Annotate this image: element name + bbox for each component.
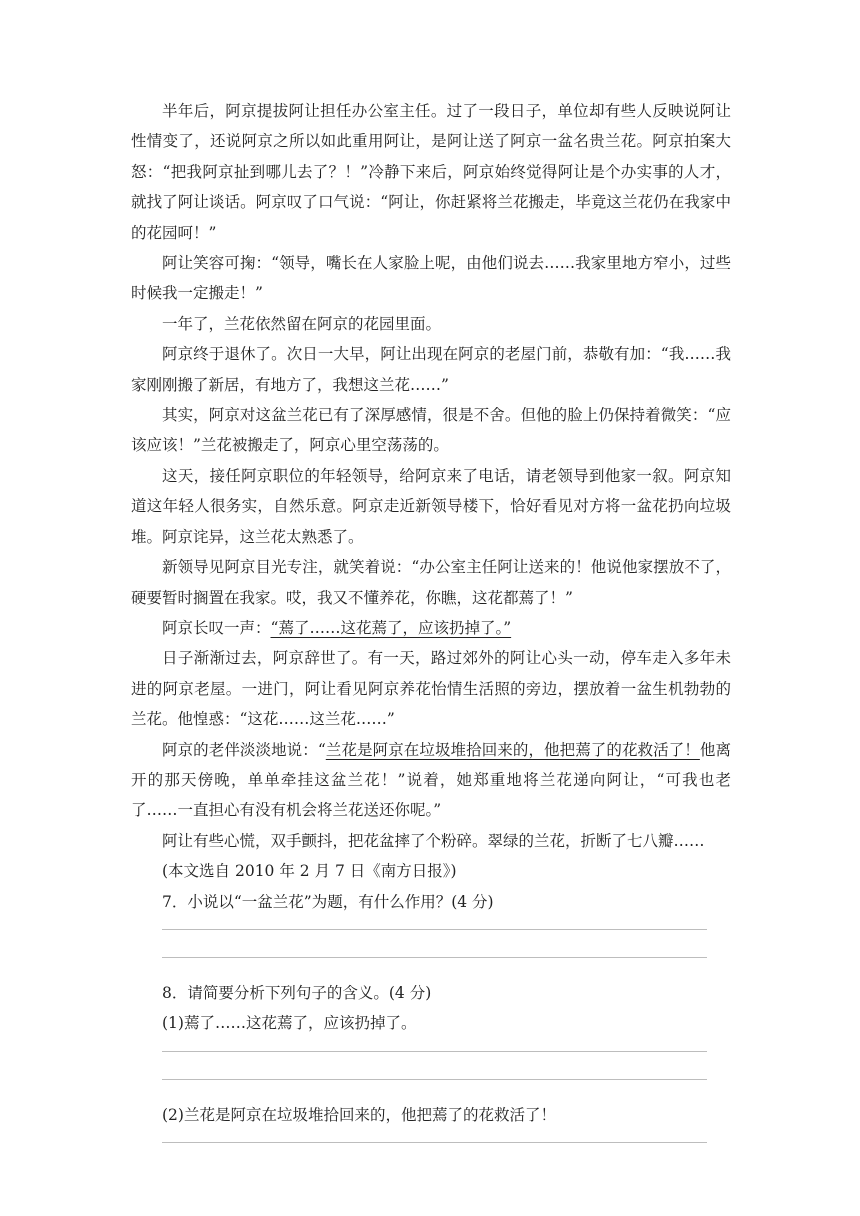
underlined-sentence-1: “蔫了……这花蔫了，应该扔掉了。”	[270, 618, 512, 637]
story-paragraph-7: 新领导见阿京目光专注，就笑着说：“办公室主任阿让送来的！他说他家摆放不了，硬要暂时搁置在我家。哎，我又不懂养花，你瞧，这花都蔫了！”	[131, 558, 731, 607]
story-paragraph-9: 日子渐渐过去，阿京辞世了。有一天，路过郊外的阿让心头一动，停车走入多年未进的阿京老屋。一进门，阿让看见阿京养花怡情生活照的旁边，摆放着一盆生机勃勃的兰花。他惶惑：“这花……这兰花……”	[131, 649, 731, 729]
underlined-sentence-2: 兰花是阿京在垃圾堆拾回来的，他把蔫了的花救活了！	[325, 740, 700, 759]
answer-line-q8-2-1[interactable]	[162, 1142, 707, 1143]
story-paragraph-5: 其实，阿京对这盆兰花已有了深厚感情，很是不舍。但他的脸上仍保持着微笑：“应该应该！”兰花被搬走了，阿京心里空荡荡的。	[131, 406, 731, 455]
paragraph-10-prefix: 阿京的老伴淡淡地说：“	[162, 740, 326, 759]
question-7: 7．小说以“一盆兰花”为题，有什么作用？(4 分)	[162, 892, 494, 911]
paragraph-8-prefix: 阿京长叹一声：	[162, 618, 271, 637]
story-paragraph-6: 这天，接任阿京职位的年轻领导，给阿京来了电话，请老领导到他家一叙。阿京知道这年轻人很务实，自然乐意。阿京走近新领导楼下，恰好看见对方将一盆花扔向垃圾堆。阿京诧异，这兰花太熟悉了。	[131, 466, 731, 546]
paragraph-10-suffix: 他离开的那天傍晚，单单牵挂这盆兰花！”说着，她郑重地将兰花递向阿让，“可我也老了……一直担心有没有机会将兰花送还你呢。”	[131, 740, 731, 820]
exam-page	[131, 96, 731, 1143]
story-paragraph-10	[131, 735, 731, 826]
question-8: 8．请简要分析下列句子的含义。(4 分)	[162, 983, 432, 1002]
story-paragraph-4: 阿京终于退休了。次日一大早，阿让出现在阿京的老屋门前，恭敬有加：“我……我家刚刚搬了新居，有地方了，我想这兰花……”	[131, 345, 731, 394]
story-paragraph-3: 一年了，兰花依然留在阿京的花园里面。	[162, 314, 442, 333]
story-paragraph-2: 阿让笑容可掬：“领导，嘴长在人家脸上呢，由他们说去……我家里地方窄小，过些时候我一定搬走！”	[131, 254, 731, 303]
question-8-part-2: (2)兰花是阿京在垃圾堆拾回来的，他把蔫了的花救活了！	[162, 1105, 556, 1124]
question-8-part-1: (1)蔫了……这花蔫了，应该扔掉了。	[162, 1014, 417, 1033]
story-paragraph-1: 半年后，阿京提拔阿让担任办公室主任。过了一段日子，单位却有些人反映说阿让性情变了，还说阿京之所以如此重用阿让，是阿让送了阿京一盆名贵兰花。阿京拍案大怒：“把我阿京扯到哪儿去了？！”冷静下来后，阿京始终觉得阿让是个办实事的人才，就找了阿让谈话。阿京叹了口气说：“阿让，你赶紧将兰花搬走，毕竟这兰花仍在我家中的花园呵！”	[131, 102, 731, 242]
source-citation: (本文选自 2010 年 2 月 7 日《南方日报》)	[162, 862, 457, 881]
story-paragraph-11: 阿让有些心慌，双手颤抖，把花盆摔了个粉碎。翠绿的兰花，折断了七八瓣……	[162, 831, 705, 850]
story-paragraph-8	[131, 613, 731, 643]
